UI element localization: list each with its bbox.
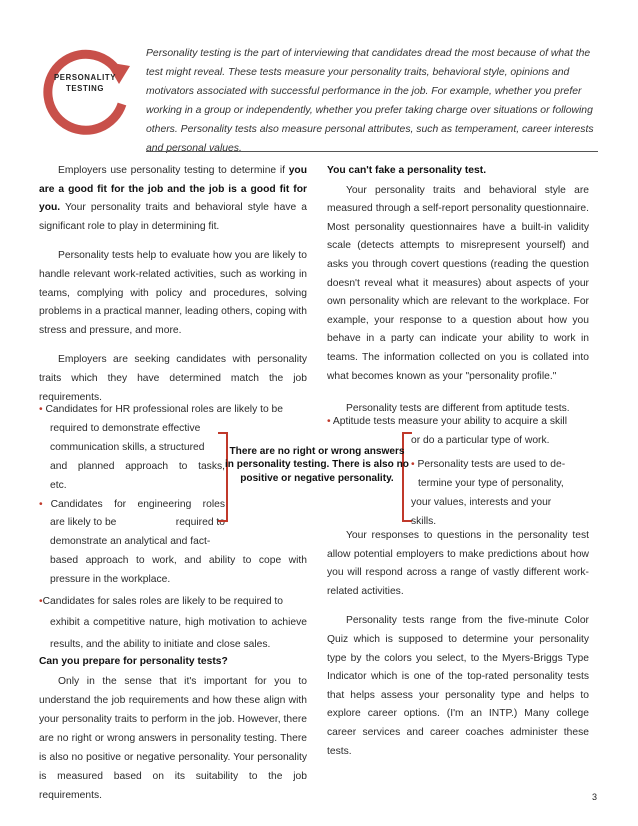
left-bullet-1-line-1 (39, 401, 307, 420)
left-bullet-2-line-4: based approach to work, and ability to cope with pressure in the workplace. (50, 555, 307, 586)
right-paragraph-1: Your personality traits and behavioral style are measured through a self-report personality questionnaire. Most personality questionnaires have a built-in validity scale (detects attempts to misrepresent yourself) and asks you through covert questions (reading the question doesn't reveal what it measures) about aspects of your own personality which are relevant to the workplace. For example, your response to a question about how you behave in a party can indicate your ability to work in teams. The information collected on you is collated into what becomes known as your "personality profile." (327, 184, 589, 382)
page-number: 3 (591, 792, 597, 802)
right-bullet-1-line-1 (327, 412, 589, 431)
right-bullets (327, 412, 589, 531)
bullet-icon: • (411, 459, 415, 470)
left-bottom (39, 652, 307, 816)
right-paragraph-3: Your responses to questions in the personality test allow potential employers to make predictions about how you will respond across a range of vastly different work-related activities. (327, 530, 589, 597)
intro-divider (146, 151, 598, 152)
left-bullets (39, 401, 307, 656)
right-bullet-2-line-1 (327, 455, 589, 474)
left-bullet-1-line-4: and planned approach to tasks, (50, 460, 225, 472)
right-b1-l1: Aptitude tests measure your ability to acquire a skill (332, 416, 567, 427)
left-paragraph-3: Employers are seeking candidates with personality traits which they have determined match the job requirements. (39, 354, 307, 403)
left-bullet-2-line-3: demonstrate an analytical and fact- (50, 536, 211, 548)
logo-text (54, 72, 116, 94)
left-bullet-2-line-2 (39, 514, 225, 533)
bullet-icon: • (39, 404, 43, 415)
logo-line-1: PERSONALITY (54, 73, 117, 82)
left-b3-l1: Candidates for sales roles are likely to be required to (42, 596, 283, 608)
left-heading-prepare: Can you prepare for personality tests? (39, 656, 228, 667)
left-bullet-1-line-2: required to demonstrate effective (50, 422, 201, 434)
left-bullet-2-line-1 (39, 496, 225, 515)
left-paragraph-4: Only in the sense that it's important for you to understand the job requirements and how these align with your personality traits to perform in the job. However, there are no right or wrong answers in personality testing. There is also no positive or negative personality. Your personality is measured based on its suitability to the job requirements. (39, 676, 307, 801)
right-bottom (327, 527, 589, 772)
right-bullet-2-line-3: your values, interests and your (411, 497, 552, 508)
bullet-icon: • (327, 416, 331, 427)
right-paragraph-4: Personality tests range from the five-minute Color Quiz which is supposed to determine your personality type by the colors you select, to the Myers-Briggs Type Indicator which is one of the top-rated personality tests that helps assess your personality type and helps to explore career options. (I'm an INTP.) Many college career services and career coaches administer these tests. (327, 615, 589, 757)
right-heading-fake: You can't fake a personality test. (327, 165, 487, 176)
left-paragraph-2: Personality tests help to evaluate how you are likely to handle relevant work-related activities, such as working in teams, complying with policy and procedures, solving problems in a practical manner, leading others, coping with stress and pressure, and more. (39, 250, 307, 336)
left-bullet-1-line-5: etc. (50, 479, 67, 491)
left-p1-a: Employers use personality testing to determine if (58, 165, 289, 176)
right-bullet-1-line-2: or do a particular type of work. (411, 435, 550, 446)
left-p1-bold: you are a good fit for the job and the job is a good fit for you. (39, 165, 307, 214)
left-b2-l2a: are likely to be (50, 517, 117, 529)
logo-line-2: TESTING (66, 84, 104, 93)
right-b2-l1: Personality tests are used to de- (417, 459, 566, 470)
right-paragraph-2: Personality tests are different from aptitude tests. (346, 403, 570, 415)
left-b1-l1: Candidates for HR professional roles are likely to be (45, 404, 284, 415)
left-column (39, 162, 307, 413)
intro-paragraph: Personality testing is the part of interviewing that candidates dread the most because of what the test might reveal. These tests measure your personality traits, behavioral style, opinions and motivators associated with successful performance in the job. For example, whether you prefer working in a group or independently, whether you prefer taking charge over situations or following others. Personality tests also measure personal attributes, such as temperament, career interests and personal values. (146, 48, 594, 154)
bullet-icon: • (39, 498, 43, 510)
left-b2-l2b: required to (175, 517, 225, 529)
left-paragraph-1 (39, 162, 307, 236)
left-bullet-1-line-3: communication skills, a structured (50, 441, 205, 453)
left-b2-l1: Candidates for engineering roles (50, 498, 225, 510)
right-column (327, 162, 589, 423)
callout-quote: There are no right or wrong answers in personality testing. There is also no positive or negative personality. (225, 446, 409, 484)
left-bullet-3-rest: exhibit a competitive nature, high motivation to achieve results, and the ability to initiate and close sales. (50, 616, 307, 650)
right-bullet-2-line-2: termine your type of personality, (418, 478, 564, 489)
left-bullet-3-line-1 (39, 593, 307, 612)
left-p1-b: Your personality traits and behavioral style have a significant role to play in determining fit. (39, 202, 307, 232)
right-bullet-2-line-4: skills. (411, 516, 437, 527)
bullet-icon: • (39, 596, 43, 608)
